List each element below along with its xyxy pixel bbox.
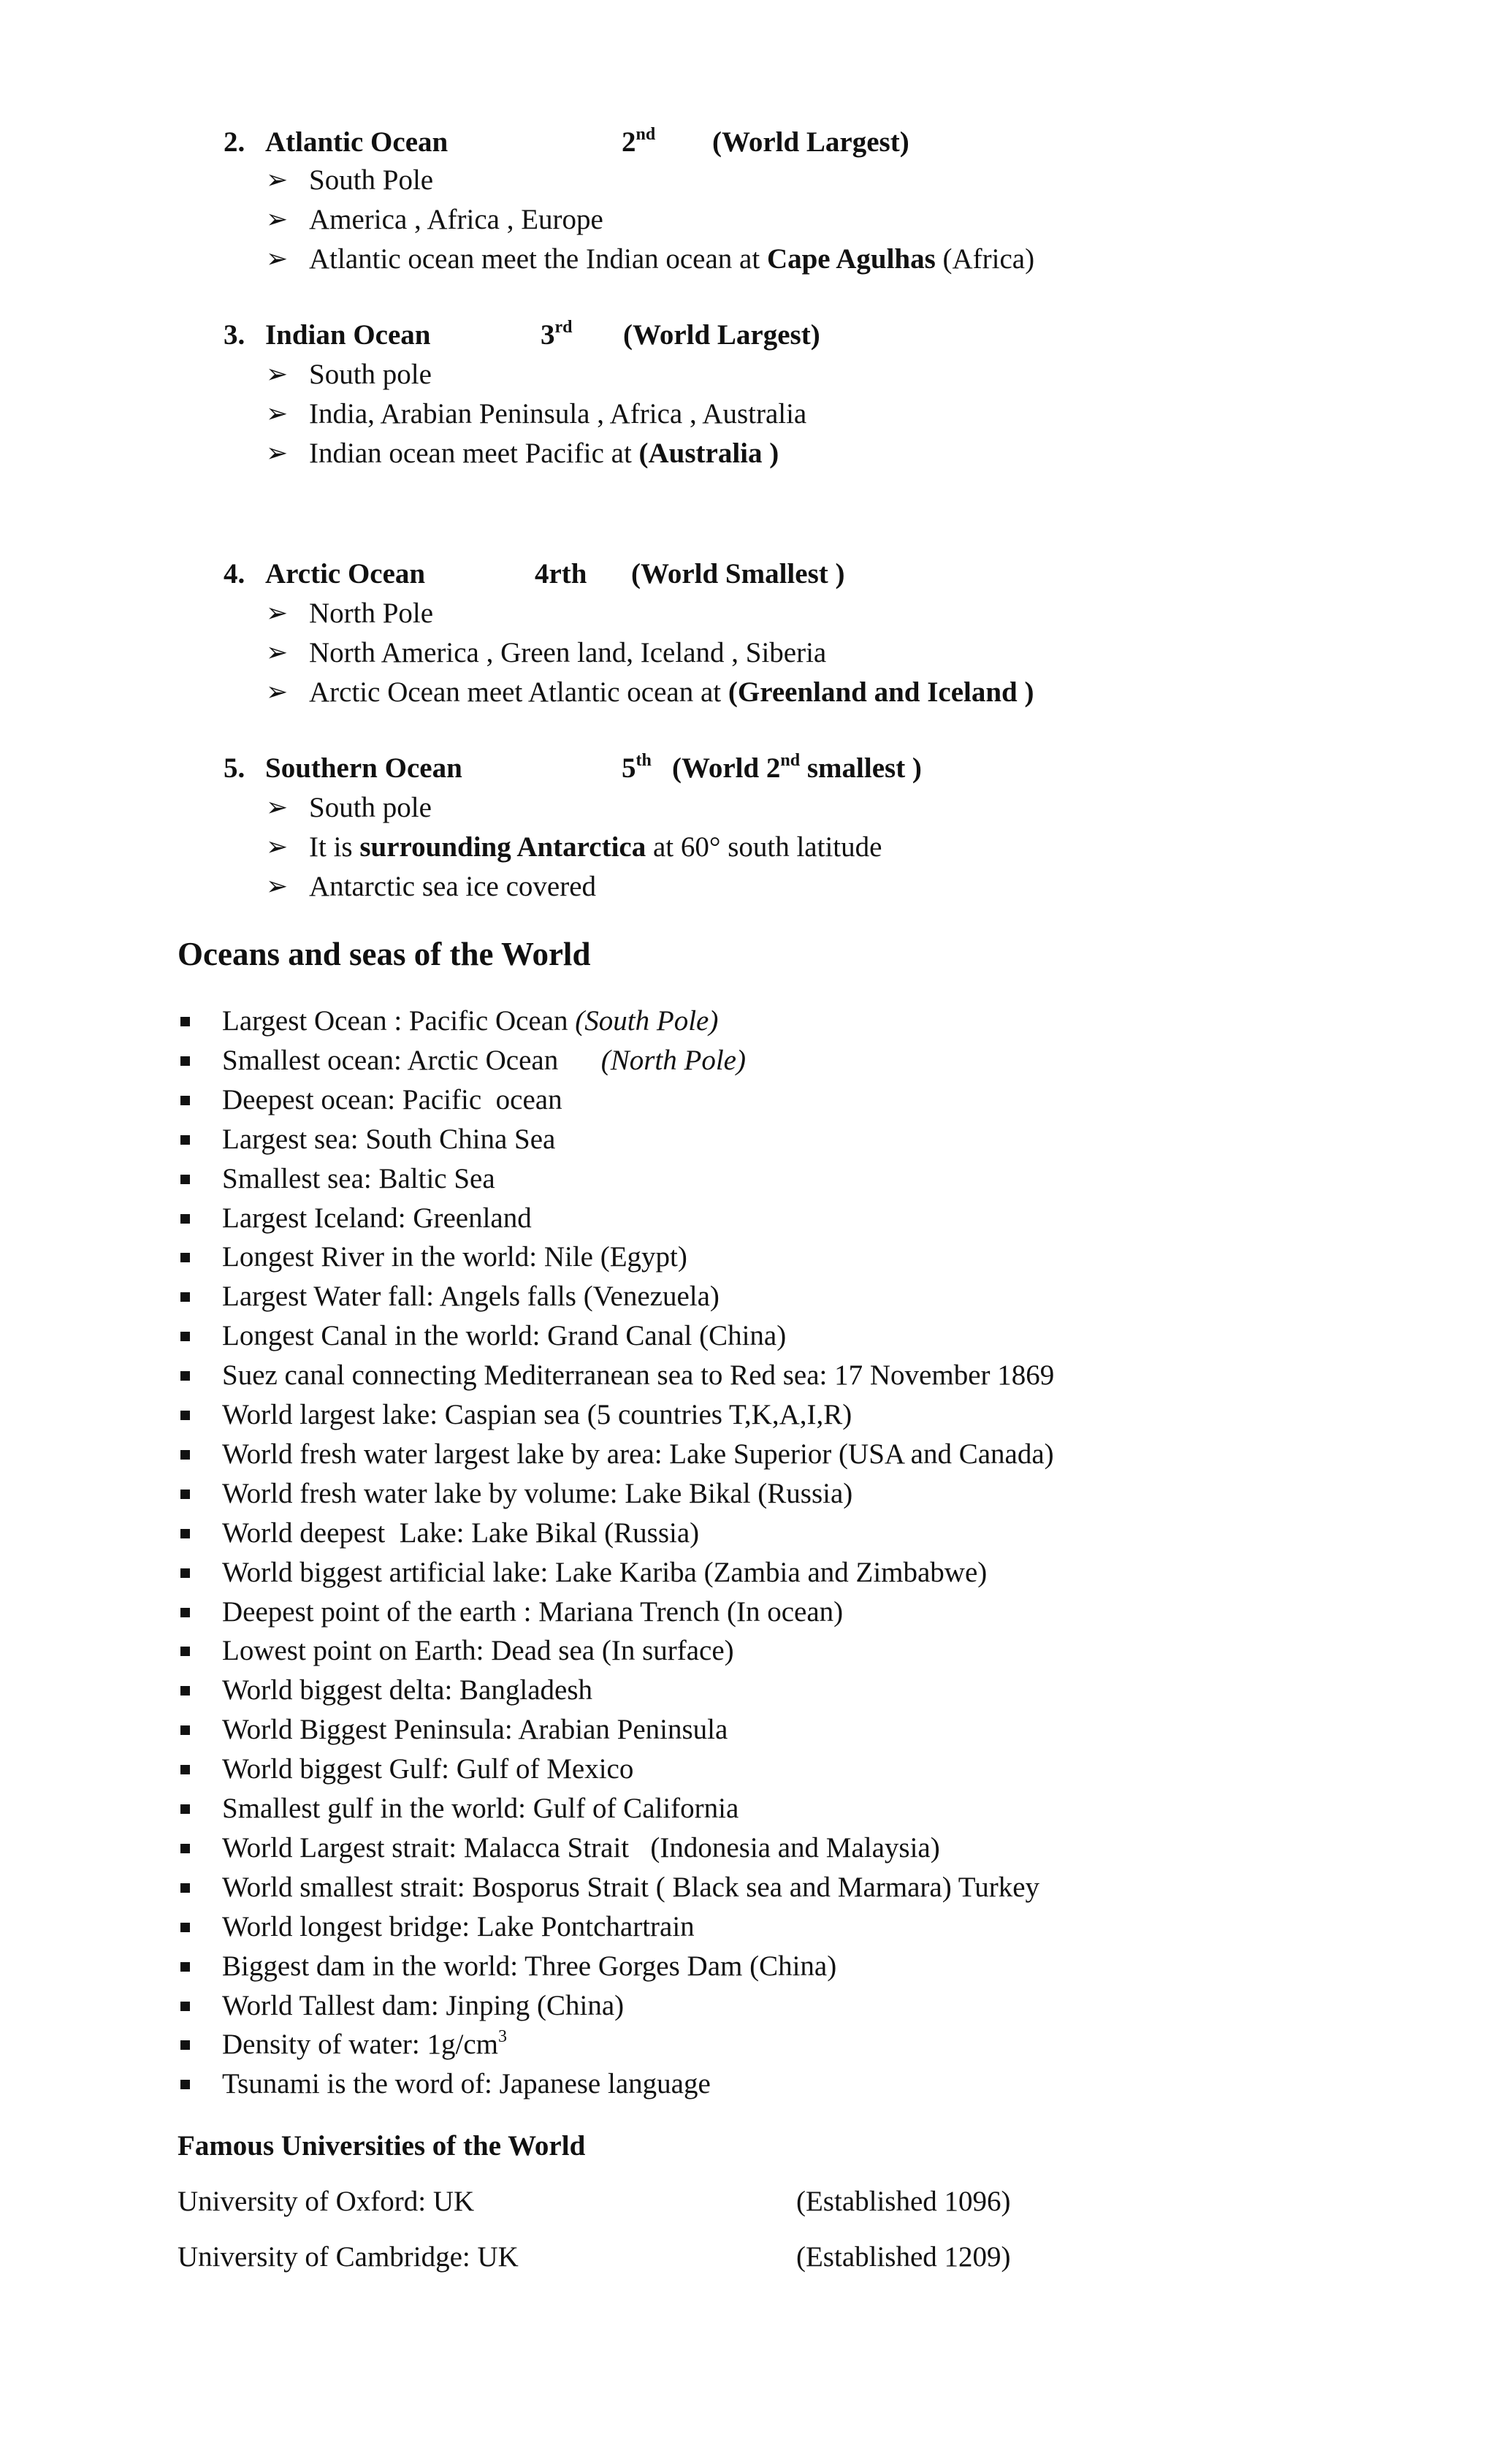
list-item: Smallest ocean: Arctic Ocean (North Pole)	[222, 1045, 746, 1076]
arrow-bullet-icon: ➢	[266, 205, 289, 234]
square-bullet-icon	[180, 1371, 190, 1381]
list-item: North America , Green land, Iceland , Siberia	[309, 637, 827, 668]
list-item: World largest lake: Caspian sea (5 countries T,K,A,I,R)	[222, 1399, 852, 1430]
list-item: World Largest strait: Malacca Strait (Indonesia and Malaysia)	[222, 1832, 940, 1864]
list-item: World biggest Gulf: Gulf of Mexico	[222, 1753, 634, 1785]
square-bullet-icon	[180, 1292, 190, 1302]
list-item: World smallest strait: Bosporus Strait ( Black sea and Marmara) Turkey	[222, 1872, 1040, 1903]
list-item: Suez canal connecting Mediterranean sea to Red sea: 17 November 1869	[222, 1359, 1055, 1391]
list-item: Deepest ocean: Pacific ocean	[222, 1084, 562, 1115]
square-bullet-icon	[180, 2002, 190, 2011]
arrow-bullet-icon: ➢	[266, 871, 289, 901]
list-item: World Tallest dam: Jinping (China)	[222, 1990, 625, 2021]
arrow-bullet-icon: ➢	[266, 165, 289, 195]
ocean-number: 2.	[224, 126, 245, 158]
list-item: World biggest delta: Bangladesh	[222, 1674, 592, 1706]
list-item: Lowest point on Earth: Dead sea (In surface)	[222, 1635, 734, 1666]
universities-title: Famous Universities of the World	[178, 2130, 586, 2162]
list-item: South Pole	[309, 164, 434, 196]
university-established: (Established 1096)	[796, 2186, 1011, 2217]
list-item: World fresh water lake by volume: Lake Bikal (Russia)	[222, 1478, 853, 1509]
ocean-name: Arctic Ocean	[265, 558, 426, 590]
list-item: Tsunami is the word of: Japanese language	[222, 2068, 711, 2099]
list-item: Indian ocean meet Pacific at (Australia )	[309, 438, 779, 469]
square-bullet-icon	[180, 1844, 190, 1853]
list-item: World longest bridge: Lake Pontchartrain	[222, 1911, 695, 1942]
square-bullet-icon	[180, 1529, 190, 1538]
ocean-name: Indian Ocean	[265, 319, 431, 351]
square-bullet-icon	[180, 1135, 190, 1145]
arrow-bullet-icon: ➢	[266, 677, 289, 707]
square-bullet-icon	[180, 1017, 190, 1026]
list-item: It is surrounding Antarctica at 60° south latitude	[309, 831, 882, 863]
list-item: Largest Water fall: Angels falls (Venezuela)	[222, 1281, 720, 1312]
list-item: Deepest point of the earth : Mariana Trench (In ocean)	[222, 1596, 844, 1628]
ocean-rank: 5th	[622, 751, 652, 784]
ocean-note: (World Largest)	[623, 319, 820, 351]
list-item: Longest Canal in the world: Grand Canal (China)	[222, 1320, 787, 1351]
square-bullet-icon	[180, 1686, 190, 1696]
ocean-note: (World 2nd smallest )	[672, 751, 922, 784]
list-item: World Biggest Peninsula: Arabian Peninsula	[222, 1714, 728, 1745]
square-bullet-icon	[180, 1253, 190, 1262]
square-bullet-icon	[180, 1056, 190, 1066]
arrow-bullet-icon: ➢	[266, 793, 289, 823]
list-item: World fresh water largest lake by area: Lake Superior (USA and Canada)	[222, 1438, 1054, 1470]
university-name: University of Oxford: UK	[178, 2186, 475, 2217]
list-item: Density of water: $1g/cm^3$	[222, 2027, 507, 2060]
ocean-rank: 3rd	[541, 318, 573, 351]
list-item: Smallest gulf in the world: Gulf of California	[222, 1793, 739, 1824]
ocean-number: 5.	[224, 752, 245, 784]
list-item: Largest sea: South China Sea	[222, 1124, 556, 1155]
ocean-rank: 2nd	[622, 125, 656, 158]
list-item: India, Arabian Peninsula , Africa , Australia	[309, 398, 807, 430]
list-item: Atlantic ocean meet the Indian ocean at Cape Agulhas (Africa)	[309, 243, 1035, 275]
square-bullet-icon	[180, 1568, 190, 1578]
square-bullet-icon	[180, 1490, 190, 1499]
square-bullet-icon	[180, 1175, 190, 1184]
square-bullet-icon	[180, 1214, 190, 1224]
ocean-note: (World Largest)	[712, 126, 909, 158]
square-bullet-icon	[180, 1411, 190, 1420]
square-bullet-icon	[180, 1883, 190, 1893]
ocean-name: Atlantic Ocean	[265, 126, 449, 158]
university-name: University of Cambridge: UK	[178, 2241, 519, 2273]
list-item: Antarctic sea ice covered	[309, 871, 597, 902]
list-item: Largest Iceland: Greenland	[222, 1202, 532, 1234]
arrow-bullet-icon: ➢	[266, 638, 289, 668]
square-bullet-icon	[180, 1725, 190, 1735]
section-title: Oceans and seas of the World	[178, 936, 591, 972]
square-bullet-icon	[180, 1923, 190, 1932]
square-bullet-icon	[180, 2040, 190, 2050]
arrow-bullet-icon: ➢	[266, 244, 289, 274]
list-item: Biggest dam in the world: Three Gorges Dam (China)	[222, 1950, 837, 1982]
list-item: Longest River in the world: Nile (Egypt)	[222, 1241, 687, 1273]
arrow-bullet-icon: ➢	[266, 832, 289, 862]
square-bullet-icon	[180, 1962, 190, 1972]
square-bullet-icon	[180, 1450, 190, 1460]
square-bullet-icon	[180, 1608, 190, 1617]
square-bullet-icon	[180, 1804, 190, 1814]
square-bullet-icon	[180, 2080, 190, 2089]
list-item: World biggest artificial lake: Lake Kariba (Zambia and Zimbabwe)	[222, 1557, 988, 1588]
square-bullet-icon	[180, 1332, 190, 1341]
arrow-bullet-icon: ➢	[266, 359, 289, 389]
square-bullet-icon	[180, 1647, 190, 1656]
list-item: Arctic Ocean meet Atlantic ocean at (Greenland and Iceland )	[309, 676, 1034, 708]
arrow-bullet-icon: ➢	[266, 399, 289, 429]
ocean-note: (World Smallest )	[631, 558, 845, 590]
list-item: Largest Ocean : Pacific Ocean (South Pole)	[222, 1005, 719, 1037]
ocean-rank: 4rth	[535, 558, 587, 590]
list-item: World deepest Lake: Lake Bikal (Russia)	[222, 1517, 700, 1549]
arrow-bullet-icon: ➢	[266, 598, 289, 628]
ocean-number: 4.	[224, 558, 245, 590]
list-item: North Pole	[309, 598, 434, 629]
arrow-bullet-icon: ➢	[266, 438, 289, 468]
university-established: (Established 1209)	[796, 2241, 1011, 2273]
list-item: South pole	[309, 792, 432, 823]
ocean-number: 3.	[224, 319, 245, 351]
list-item: South pole	[309, 359, 432, 390]
ocean-name: Southern Ocean	[265, 752, 462, 784]
list-item: America , Africa , Europe	[309, 204, 603, 235]
list-item: Smallest sea: Baltic Sea	[222, 1163, 495, 1194]
square-bullet-icon	[180, 1096, 190, 1105]
square-bullet-icon	[180, 1765, 190, 1774]
